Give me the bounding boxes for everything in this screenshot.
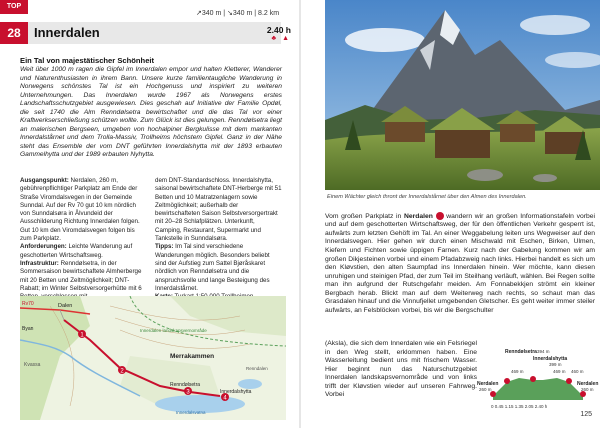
waypoint-marker-1	[436, 212, 444, 220]
facts-column-2	[155, 177, 282, 301]
profile-label-nerdalen-right: Nerdalen	[577, 381, 599, 387]
route-map	[20, 296, 286, 420]
intro-section	[20, 56, 282, 160]
profile-time-axis: 0 0.45 1.15 1.35 2.05 2.40 h	[491, 404, 548, 409]
tour-header	[0, 0, 299, 46]
map-label-renndolsetra: Renndølsetra	[170, 382, 201, 388]
tour-title-bar	[28, 22, 281, 44]
top-label: TOP	[0, 0, 28, 14]
profile-label-innerdalshytta: Innerdalshytta	[533, 356, 568, 362]
intro-text: Weit über 1000 m ragen die Gipfel im Innerdalen empor und halten Kletterer, Wanderer und Naturenthusiasten in ihrem Bann. Unsere kurze familientaugliche Wanderung in Norwegens schönstes Tal ist ein Hochgenuss und inspiriert zu weiteren Unternehmungen. Das Innerdalen wurde 1967 als Norwegens erstes Landschaftsschutzgebiet ausgewiesen. Dies geschah auf Initiative der Familie Opdøl, die seit 1740 die Alm Renndølsetra bewirtschaftet und die das Tal vor einer Kraftwerkserschließung schützen wollte. Zum Glück ist dies gelungen. Renndølsetra liegt an malerischen Bergseen, umgeben von hochalpiner Bergkulisse mit dem markanten Innerdalstårnet und dem Trolla-Massiv, Trollheims höchstem Gipfel. Ganz in der Nähe steht das Ensemble der vom DNT geführten Innerdalshytta mit der 1893 erbauten Gammelhytta und der 1989 erbauten Nyhytta.	[20, 66, 282, 158]
tour-stats: ↗340 m | ↘340 m | 8.2 km	[196, 10, 280, 17]
intro-heading: Ein Tal von majestätischer Schönheit	[20, 56, 155, 65]
svg-text:3: 3	[186, 389, 190, 396]
route-description	[325, 212, 595, 315]
facts-column-1	[20, 177, 147, 301]
profile-alt-2: 469 m	[553, 369, 566, 374]
fact-requirements: Anforderungen: Leichte Wanderung auf geschotterten Wirtschaftsweg.	[20, 243, 133, 259]
profile-label-nerdalen-left: Nerdalen	[477, 381, 499, 387]
right-page	[301, 0, 600, 428]
svg-text:4: 4	[223, 395, 227, 402]
map-label-kvassa: Kvassa	[24, 362, 41, 368]
profile-alt-1: 469 m	[511, 369, 524, 374]
map-label-byan: Byan	[22, 326, 34, 332]
fact-start: Ausgangspunkt: Nerdalen, 260 m, gebührenpflichtiger Parkplatz am Ende der Straße Viromdalsvegen in der Gemeinde Sunndal. Auf der Rv 70 gut 10 km nördlich von Sunndalsøra in Ålvundeid der Ausschilderung Richtung Innerdalen folgen. Gut 10 km den Viromdalsvegen folgen bis zum Parkplatz.	[20, 177, 140, 243]
profile-alt-renndolsetra: 394 m	[537, 349, 550, 354]
tour-duration: 2.40 h	[266, 25, 291, 35]
map-label-renndalen: Renndalen	[246, 366, 268, 371]
left-page	[0, 0, 299, 428]
svg-text:2: 2	[120, 368, 124, 375]
map-label-merrakammen: Merrakammen	[170, 353, 215, 360]
route-paragraph-2: (Aksla), die sich dem Innerdalen wie ein Felsriegel in den Weg stellt, erklommen haben. Eine Wasserleitung bedient uns mit frischem Wasser. Hier beginnt nun das Naturschutzgebiet Innerdalen landskapsvernområde und von links trifft der Kløvstien wieder auf unseren Fahrweg. Vorbei	[325, 340, 477, 399]
map-label-rv70: Rv70	[22, 301, 34, 307]
profile-alt-innerdalshytta: 399 m	[549, 362, 562, 367]
tour-title: Innerdalen	[34, 25, 100, 40]
map-label-protected: Innerdalen landskapsvernområde	[140, 328, 207, 333]
fact-infrastructure: Infrastruktur: Renndølsetra, in der Sommersaison bewirtschaftete Almherberge mit 20 Betten und Zeltmöglichkeit; DNT-Rabatt; im Winter Selbstversorgerhütte mit 6	[20, 259, 142, 292]
fact-infrastructure-cont: dem DNT-Standardschloss. Innerdalshytta, saisonal bewirtschaftete DNT-Herberge mit 51 Betten und 10 Matratzenlagern sowie Zeltmöglichkeit; außerhalb der bewirtschafteten Saison Selbstversorgertrakt mit 20–28 Schlafplätzen. Unterkunft, Camping, Restaurant, Supermarkt und Tankstelle in Sunndalsøra.	[155, 177, 282, 243]
mountain-photo	[325, 0, 600, 190]
route-paragraph-1: Vom großen Parkplatz in Nerdalen wandern wir an großen Informationstafeln vorbei und auf dem geschotterten Wirtschaftsweg, der für den öffentlichen Verkehr gesperrt ist, aufwärts zum letzten Gehöft im Tal. An einer Weggabelung leiten uns Wegweiser auf den Innerdalsvegen. Hier gehen wir durch einen Mischwald mit Eschen, Birken, Ulmen, Kiefern und Fichten sowie üppigen Farnen. Kurz nach der Gabelung kommen wir am großen Dikjesteinen vorbei und einem Pfadabzweig nach links. Hierbei handelt es sich um den Kløvstien, den alten Saumpfad ins Innerdalen hinein. Wer möchte, kann diesen unruhigen und steinigen Pfad, der zum Teil im Steilhang verläuft, wählen. Bei Regen sollte man ihn aufgrund der Rutschgefahr meiden. Am Fonnabekkjen strömt ein kleiner Bergbach herab. Blickt man auf dem Weiterweg nach rechts, so schaut man das Grasdalen hinauf und die Vinnufjellet umgebenden Gletscher. Es geht weiter immer steiler aufwärts, an Felsblöcken vorbei, bis wir die Bergschulter	[325, 212, 595, 314]
profile-alt-3: 460 m	[571, 369, 584, 374]
map-label-innerdalsvatna: Innerdalsvatna	[176, 410, 206, 415]
map-label-innerdalshytta: Innerdalshytta	[220, 389, 252, 395]
page-number: 125	[580, 411, 592, 418]
profile-label-renndolsetra: Renndølsetra	[505, 349, 537, 355]
elevation-profile	[477, 348, 599, 410]
svg-text:1: 1	[80, 332, 84, 339]
difficulty-icons: ♣ ▲	[271, 35, 291, 42]
map-label-dalen: Dalen	[58, 303, 73, 309]
tour-number: 28	[0, 22, 28, 44]
route-description-cont	[325, 340, 477, 400]
profile-alt-nerdalen-right: 260 m	[581, 387, 594, 392]
profile-alt-nerdalen-left: 260 m	[479, 387, 492, 392]
photo-caption: Einem Wächter gleich thront der Innerdalstårnet über den Almen des Innerdalen.	[327, 194, 527, 200]
fact-tips: Tipps: Im Tal sind verschiedene Wanderungen möglich. Besonders beliebt sind der Aufstieg zum Sattel Bjøråskaret nördlich von Renndølsetra und die anspruchsvolle und lange Besteigung des Innerdalstårnet.	[155, 243, 270, 292]
